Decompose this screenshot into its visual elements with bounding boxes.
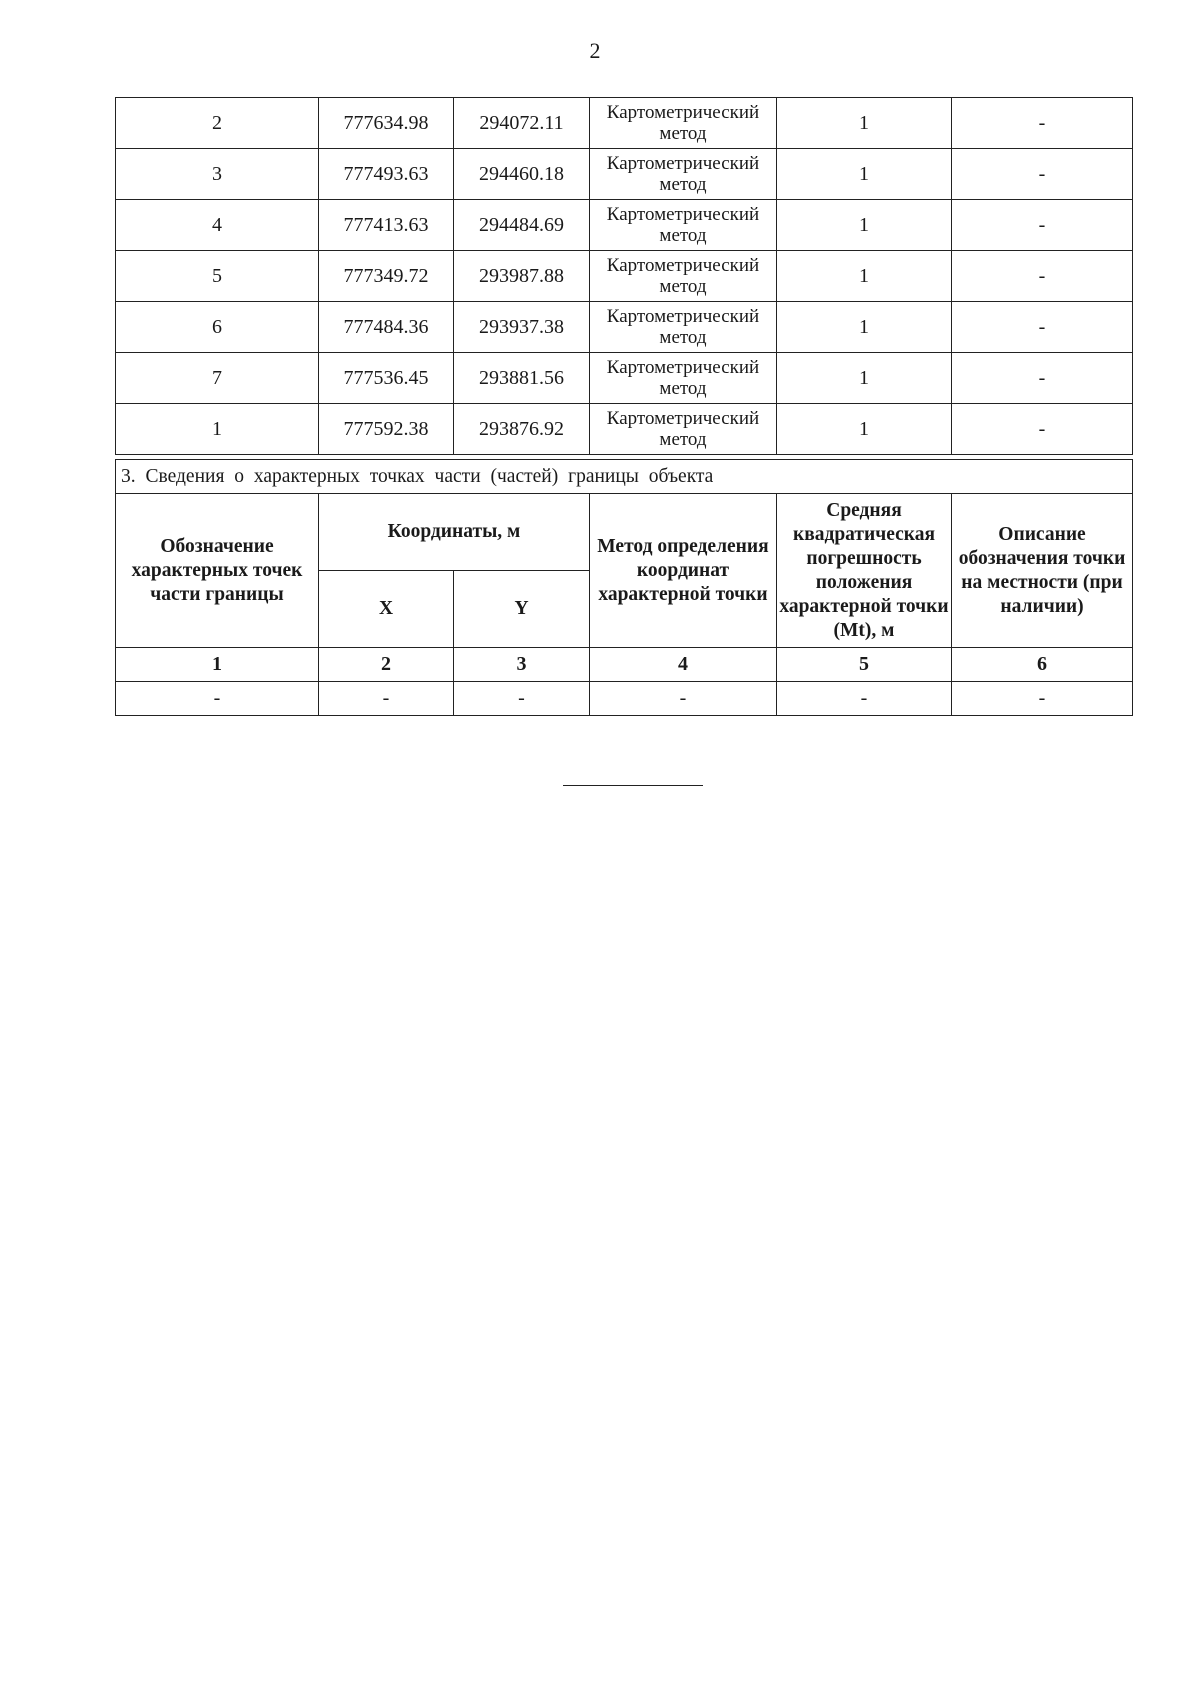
column-number: 4 [590, 648, 777, 682]
x-coordinate-cell: 777413.63 [319, 200, 454, 251]
coordinates-table [115, 97, 1133, 455]
column-number: 1 [116, 648, 319, 682]
table-row [116, 98, 1133, 149]
x-coordinate-cell: 777592.38 [319, 404, 454, 455]
method-cell: Картометрический метод [590, 404, 777, 455]
header-point-designation: Обозначение характерных точек части границы [116, 494, 319, 648]
header-x: X [319, 571, 454, 648]
table-cell: - [590, 682, 777, 716]
point-cell: 4 [116, 200, 319, 251]
x-coordinate-cell: 777536.45 [319, 353, 454, 404]
table-cell: - [454, 682, 590, 716]
section-title-row [116, 460, 1133, 494]
y-coordinate-cell: 293987.88 [454, 251, 590, 302]
section-title: 3. Сведения о характерных точках части (частей) границы объекта [116, 460, 1133, 494]
table-row [116, 149, 1133, 200]
boundary-parts-table [115, 459, 1133, 716]
table-row [116, 302, 1133, 353]
mean-error-cell: 1 [777, 302, 952, 353]
page-number: 2 [589, 38, 601, 63]
method-cell: Картометрический метод [590, 200, 777, 251]
column-number: 5 [777, 648, 952, 682]
mean-error-cell: 1 [777, 353, 952, 404]
y-coordinate-cell: 293876.92 [454, 404, 590, 455]
column-number: 6 [952, 648, 1133, 682]
x-coordinate-cell: 777349.72 [319, 251, 454, 302]
empty-data-row [116, 682, 1133, 716]
header-description: Описание обозначения точки на местности (при наличии) [952, 494, 1133, 648]
method-cell: Картометрический метод [590, 251, 777, 302]
point-cell: 2 [116, 98, 319, 149]
header-coordinates: Координаты, м [319, 494, 590, 571]
method-cell: Картометрический метод [590, 98, 777, 149]
table-row [116, 404, 1133, 455]
method-cell: Картометрический метод [590, 302, 777, 353]
description-cell: - [952, 149, 1133, 200]
description-cell: - [952, 302, 1133, 353]
table-cell: - [777, 682, 952, 716]
method-cell: Картометрический метод [590, 353, 777, 404]
header-method: Метод определения координат характерной точки [590, 494, 777, 648]
column-number: 3 [454, 648, 590, 682]
description-cell: - [952, 353, 1133, 404]
description-cell: - [952, 251, 1133, 302]
description-cell: - [952, 404, 1133, 455]
header-row [116, 494, 1133, 571]
table-row [116, 251, 1133, 302]
point-cell: 3 [116, 149, 319, 200]
table-cell: - [116, 682, 319, 716]
mean-error-cell: 1 [777, 404, 952, 455]
y-coordinate-cell: 294460.18 [454, 149, 590, 200]
description-cell: - [952, 200, 1133, 251]
method-cell: Картометрический метод [590, 149, 777, 200]
y-coordinate-cell: 293937.38 [454, 302, 590, 353]
mean-error-cell: 1 [777, 149, 952, 200]
mean-error-cell: 1 [777, 200, 952, 251]
x-coordinate-cell: 777634.98 [319, 98, 454, 149]
y-coordinate-cell: 294072.11 [454, 98, 590, 149]
mean-error-cell: 1 [777, 98, 952, 149]
table-cell: - [319, 682, 454, 716]
x-coordinate-cell: 777493.63 [319, 149, 454, 200]
x-coordinate-cell: 777484.36 [319, 302, 454, 353]
end-of-document-line [563, 785, 703, 786]
mean-error-cell: 1 [777, 251, 952, 302]
point-cell: 7 [116, 353, 319, 404]
column-number: 2 [319, 648, 454, 682]
point-cell: 6 [116, 302, 319, 353]
table-cell: - [952, 682, 1133, 716]
description-cell: - [952, 98, 1133, 149]
point-cell: 5 [116, 251, 319, 302]
table-row [116, 200, 1133, 251]
column-numbers-row [116, 648, 1133, 682]
header-y: Y [454, 571, 590, 648]
header-mean-error: Средняя квадратическая погрешность положения характерной точки (Mt), м [777, 494, 952, 648]
y-coordinate-cell: 293881.56 [454, 353, 590, 404]
y-coordinate-cell: 294484.69 [454, 200, 590, 251]
point-cell: 1 [116, 404, 319, 455]
table-row [116, 353, 1133, 404]
